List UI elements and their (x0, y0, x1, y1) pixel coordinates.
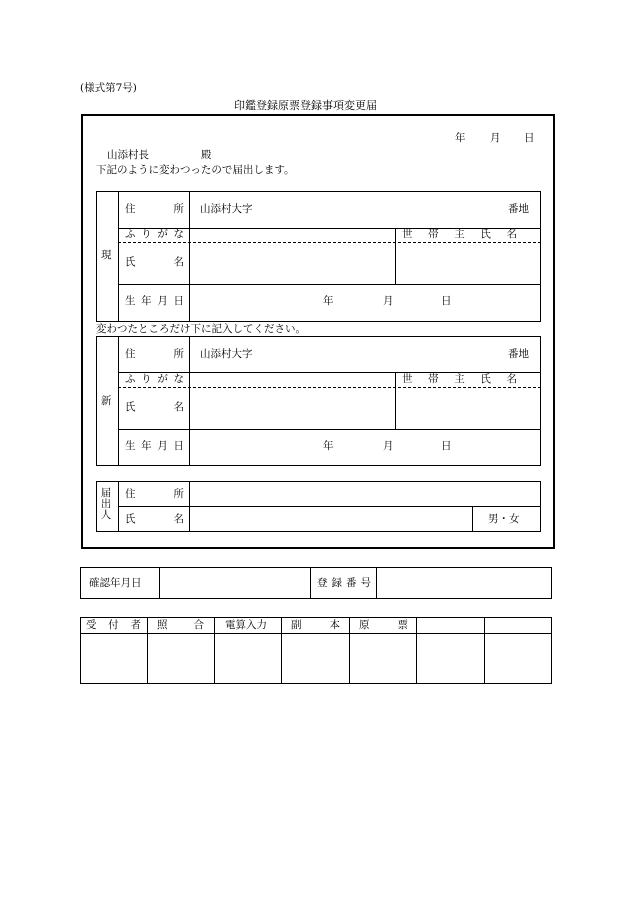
applicant-section-label (99, 488, 113, 521)
new-birth-label-char: 年 (141, 440, 152, 452)
new-name-field[interactable] (192, 389, 392, 427)
applicant-section-char: 人 (100, 509, 112, 522)
reg-number-label-char: 号 (360, 577, 371, 589)
new-furigana-field[interactable] (192, 374, 392, 386)
new-birth-month: 月 (383, 440, 394, 452)
applicant-gender[interactable]: 男・女 (488, 513, 520, 525)
new-birth-label (125, 441, 184, 452)
new-householder-label (402, 374, 517, 385)
current-birth-label-char: 生 (125, 295, 136, 307)
current-name-label-char: 氏 (125, 256, 136, 268)
office-col-data-entry: 電算入力 (225, 619, 267, 631)
new-furigana-label (125, 374, 184, 385)
new-householder-label-char: 名 (506, 373, 517, 385)
new-householder-label-char: 世 (402, 373, 413, 385)
new-section-label: 新 (101, 395, 112, 407)
current-birth-label-char: 日 (173, 295, 184, 307)
new-householder-label-char: 帯 (428, 373, 439, 385)
current-householder-label-char: 主 (454, 228, 465, 240)
reg-number-field[interactable] (379, 570, 549, 596)
confirmation-date-field[interactable] (162, 570, 307, 596)
applicant-name-field[interactable] (192, 509, 469, 529)
reg-number-label-char: 録 (331, 577, 342, 589)
form-title: 印鑑登録原票登録事項変更届 (234, 99, 377, 112)
current-householder-label-char: 氏 (480, 228, 491, 240)
office-col-duplicate-char: 本 (329, 619, 340, 631)
current-householder-label-char: 帯 (428, 228, 439, 240)
new-birth-label-char: 月 (157, 440, 168, 452)
new-name-label-char: 名 (173, 401, 184, 413)
date-day-label: 日 (524, 132, 535, 144)
new-furigana-label-char: な (173, 373, 184, 385)
applicant-address-label-char: 所 (173, 488, 184, 500)
current-birth-month: 月 (383, 295, 394, 307)
confirmation-date-label: 確認年月日 (89, 577, 142, 589)
new-birth-label-char: 日 (173, 440, 184, 452)
current-householder-label-char: 名 (506, 228, 517, 240)
applicant-address-label (125, 489, 184, 500)
current-furigana-label-char: り (141, 228, 152, 240)
current-address-label-char: 所 (173, 203, 184, 215)
applicant-address-field[interactable] (192, 484, 537, 503)
new-birth-label-char: 生 (125, 440, 136, 452)
reg-number-label-char: 登 (317, 577, 328, 589)
current-birth-label (125, 296, 184, 307)
current-name-field[interactable] (192, 244, 392, 282)
current-birth-label-char: 年 (141, 295, 152, 307)
current-furigana-label (125, 229, 184, 240)
current-householder-label (402, 229, 517, 240)
intro-text: 下記のように変わつったので届出します。 (96, 164, 295, 176)
office-col-collation (157, 620, 204, 631)
office-col-receiver (86, 620, 141, 631)
office-col-collation-char: 照 (157, 619, 168, 631)
current-address-prefix: 山添村大字 (200, 203, 253, 215)
current-furigana-field[interactable] (192, 229, 392, 241)
office-col-receiver-char: 受 (86, 619, 97, 631)
current-furigana-label-char: が (157, 228, 168, 240)
applicant-name-label-char: 名 (173, 513, 184, 525)
new-name-label (125, 402, 184, 413)
form-number: (様式第7号) (80, 82, 137, 94)
new-address-field[interactable] (260, 345, 500, 363)
new-furigana-label-char: り (141, 373, 152, 385)
office-col-receiver-char: 者 (130, 619, 141, 631)
addressee-honorific: 殿 (201, 149, 212, 161)
applicant-name-label-char: 氏 (125, 513, 136, 525)
new-name-label-char: 氏 (125, 401, 136, 413)
current-section-label: 現 (101, 249, 112, 261)
change-instruction: 変わつたところだけ下に記入してください。 (96, 323, 306, 335)
new-address-label-char: 所 (173, 348, 184, 360)
office-col-receiver-char: 付 (108, 619, 119, 631)
new-furigana-label-char: ふ (125, 373, 136, 385)
current-birth-label-char: 月 (157, 295, 168, 307)
new-birth-year: 年 (323, 440, 334, 452)
new-address-label-char: 住 (125, 348, 136, 360)
new-address-label (125, 349, 184, 360)
date-month-label: 月 (490, 132, 501, 144)
date-year-label: 年 (455, 132, 466, 144)
addressee-name: 山添村長 (107, 149, 149, 161)
applicant-section-char: 届 (100, 487, 112, 499)
current-householder-field[interactable] (398, 244, 538, 282)
office-col-duplicate (291, 620, 340, 631)
new-address-suffix: 番地 (508, 348, 529, 360)
new-furigana-label-char: が (157, 373, 168, 385)
office-col-original-char: 票 (397, 619, 408, 631)
applicant-name-label (125, 514, 184, 525)
reg-number-label-char: 番 (346, 577, 357, 589)
office-col-original (359, 620, 408, 631)
new-birth-day: 日 (441, 440, 452, 452)
office-col-original-char: 原 (359, 619, 370, 631)
current-furigana-label-char: ふ (125, 228, 136, 240)
current-name-label-char: 名 (173, 256, 184, 268)
new-householder-label-char: 主 (454, 373, 465, 385)
current-address-suffix: 番地 (508, 203, 529, 215)
applicant-section-char: 出 (100, 498, 112, 511)
current-address-label-char: 住 (125, 203, 136, 215)
new-householder-label-char: 氏 (480, 373, 491, 385)
office-col-duplicate-char: 副 (291, 619, 302, 631)
current-birth-year: 年 (323, 295, 334, 307)
current-birth-day: 日 (441, 295, 452, 307)
current-householder-label-char: 世 (402, 228, 413, 240)
current-address-label (125, 204, 184, 215)
current-name-label (125, 257, 184, 268)
new-householder-field[interactable] (398, 389, 538, 427)
current-furigana-label-char: な (173, 228, 184, 240)
current-address-field[interactable] (260, 200, 500, 218)
office-col-collation-char: 合 (193, 619, 204, 631)
applicant-address-label-char: 住 (125, 488, 136, 500)
new-address-prefix: 山添村大字 (200, 348, 253, 360)
reg-number-label (317, 578, 371, 589)
